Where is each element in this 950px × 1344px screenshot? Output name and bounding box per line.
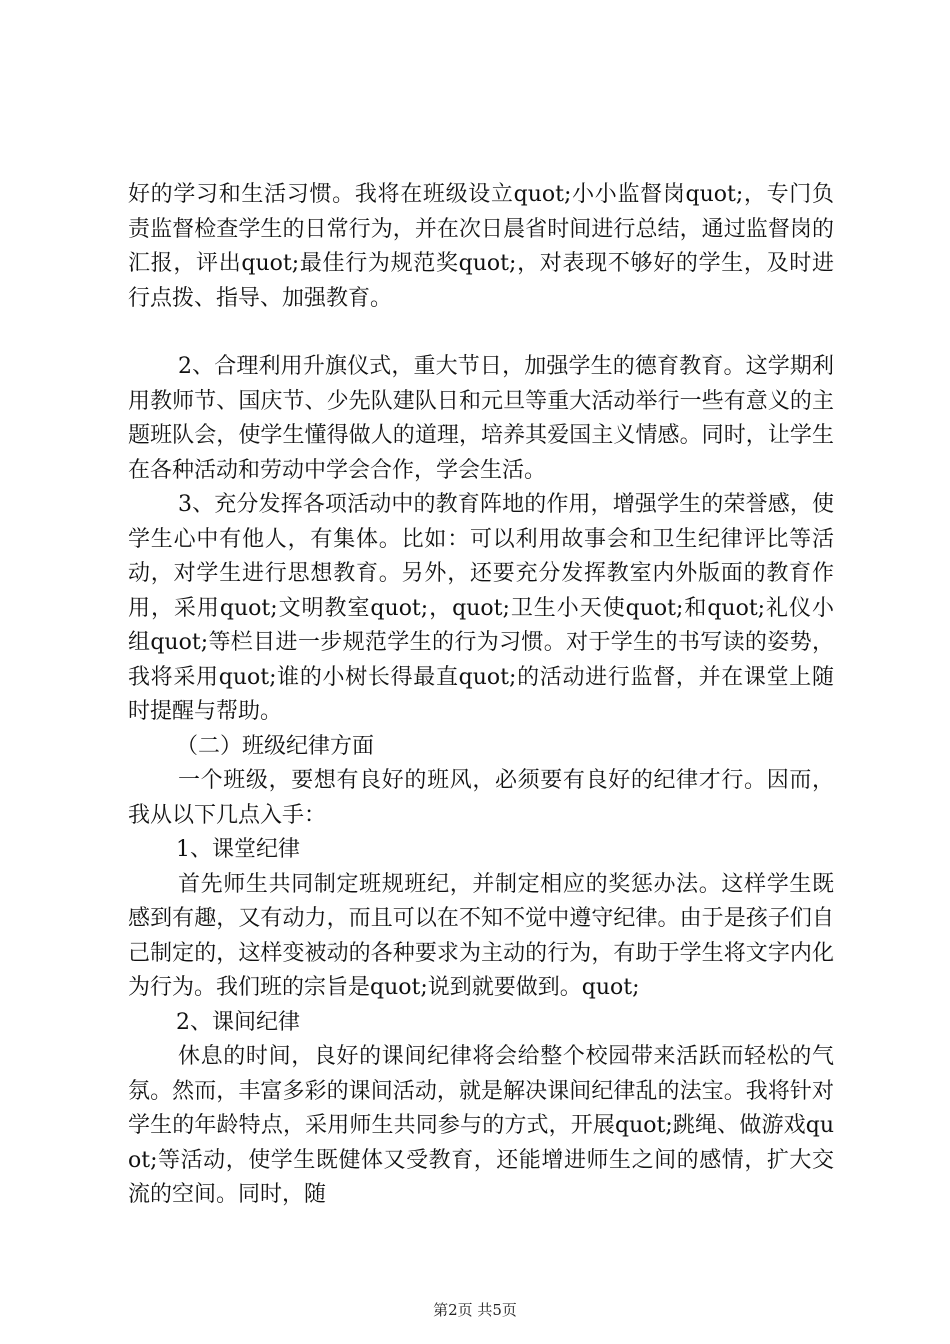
paragraph-classroom-rules: 首先师生共同制定班规班纪，并制定相应的奖惩办法。这样学生既感到有趣，又有动力，而且可以在不知不觉中遵守纪律。由于是孩子们自己制定的，这样变被动的各种要求为主动的行为，有助于学生将文字内化为行为。我们班的宗旨是quot;说到就要做到。quot; [128,871,834,1000]
subheading-break-discipline: 2、课间纪律 [176,1009,300,1035]
paragraph-activity-education: 3、充分发挥各项活动中的教育阵地的作用，增强学生的荣誉感，使学生心中有他人，有集体。比如：可以利用故事会和卫生纪律评比等活动，对学生进行思想教育。另外，还要充分发挥教室内外版面的教育作用，采用quot;文明教室quot;，quot;卫生小天使quot;和quot;礼仪小组quot;等栏目进一步规范学生的行为习惯。对于学生的书写读的姿势，我将采用quot;谁的小树长得最直quot;的活动进行监督，并在课堂上随时提醒与帮助。 [128,492,834,724]
page-number-footer: 第2页 共5页 [433,1301,517,1319]
document-body [128,178,834,1213]
paragraph-break-activities: 休息的时间，良好的课间纪律将会给整个校园带来活跃而轻松的气氛。然而，丰富多彩的课间活动，就是解决课间纪律乱的法宝。我将针对学生的年龄特点，采用师生共同参与的方式，开展quot;跳绳、做游戏quot;等活动，使学生既健体又受教育，还能增进师生之间的感情，扩大交流的空间。同时，随 [128,1044,834,1207]
section-heading-class-discipline: （二）班级纪律方面 [176,733,375,759]
paragraph-flag-ceremony: 2、合理利用升旗仪式，重大节日，加强学生的德育教育。这学期利用教师节、国庆节、少先队建队日和元旦等重大活动举行一些有意义的主题班队会，使学生懂得做人的道理，培养其爱国主义情感。同时，让学生在各种活动和劳动中学会合作，学会生活。 [128,354,834,483]
paragraph-discipline-intro: 一个班级，要想有良好的班风，必须要有良好的纪律才行。因而，我从以下几点入手： [128,768,834,828]
subheading-classroom-discipline: 1、课堂纪律 [176,837,300,862]
paragraph-behavior-supervision: 好的学习和生活习惯。我将在班级设立quot;小小监督岗quot;，专门负责监督检查学生的日常行为，并在次日晨省时间进行总结，通过监督岗的汇报，评出quot;最佳行为规范奖quot;，对表现不够好的学生，及时进行点拨、指导、加强教育。 [128,182,834,311]
